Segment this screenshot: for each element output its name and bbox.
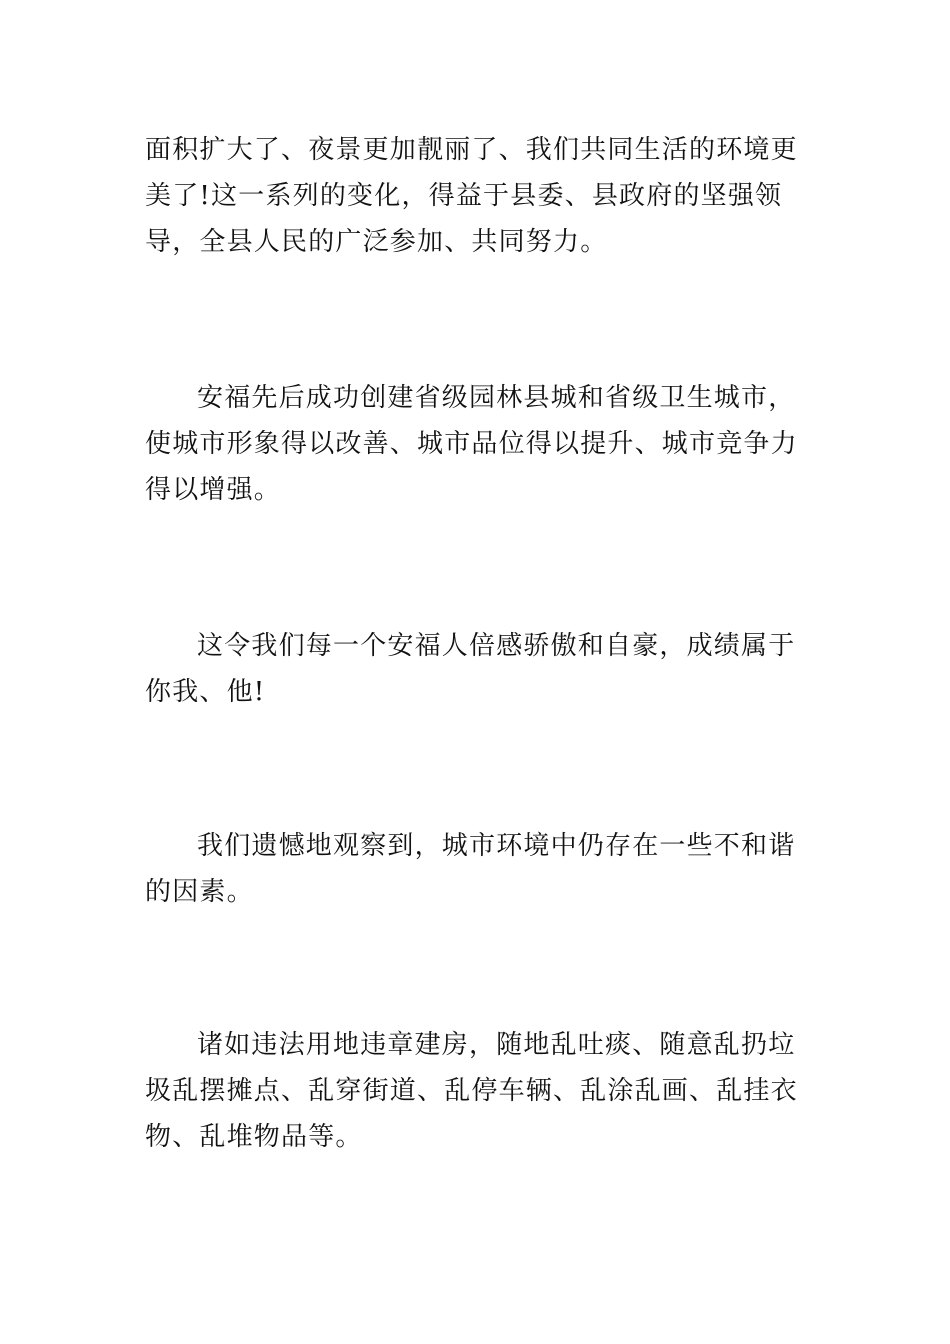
paragraph-1: 面积扩大了、夜景更加靓丽了、我们共同生活的环境更美了!这一系列的变化，得益于县委、县政府的坚强领导，全县人民的广泛参加、共同努力。 (145, 135, 798, 257)
paragraph-3: 这令我们每一个安福人倍感骄傲和自豪，成绩属于你我、他! (145, 631, 796, 707)
paragraph-2: 安福先后成功创建省级园林县城和省级卫生城市，使城市形象得以改善、城市品位得以提升、城市竞争力得以增强。 (145, 383, 798, 505)
paragraph-4: 我们遗憾地观察到，城市环境中仍存在一些不和谐的因素。 (145, 831, 796, 907)
paragraph-5: 诸如违法用地违章建房，随地乱吐痰、随意乱扔垃圾乱摆摊点、乱穿街道、乱停车辆、乱涂乱画、乱挂衣物、乱堆物品等。 (145, 1030, 798, 1152)
